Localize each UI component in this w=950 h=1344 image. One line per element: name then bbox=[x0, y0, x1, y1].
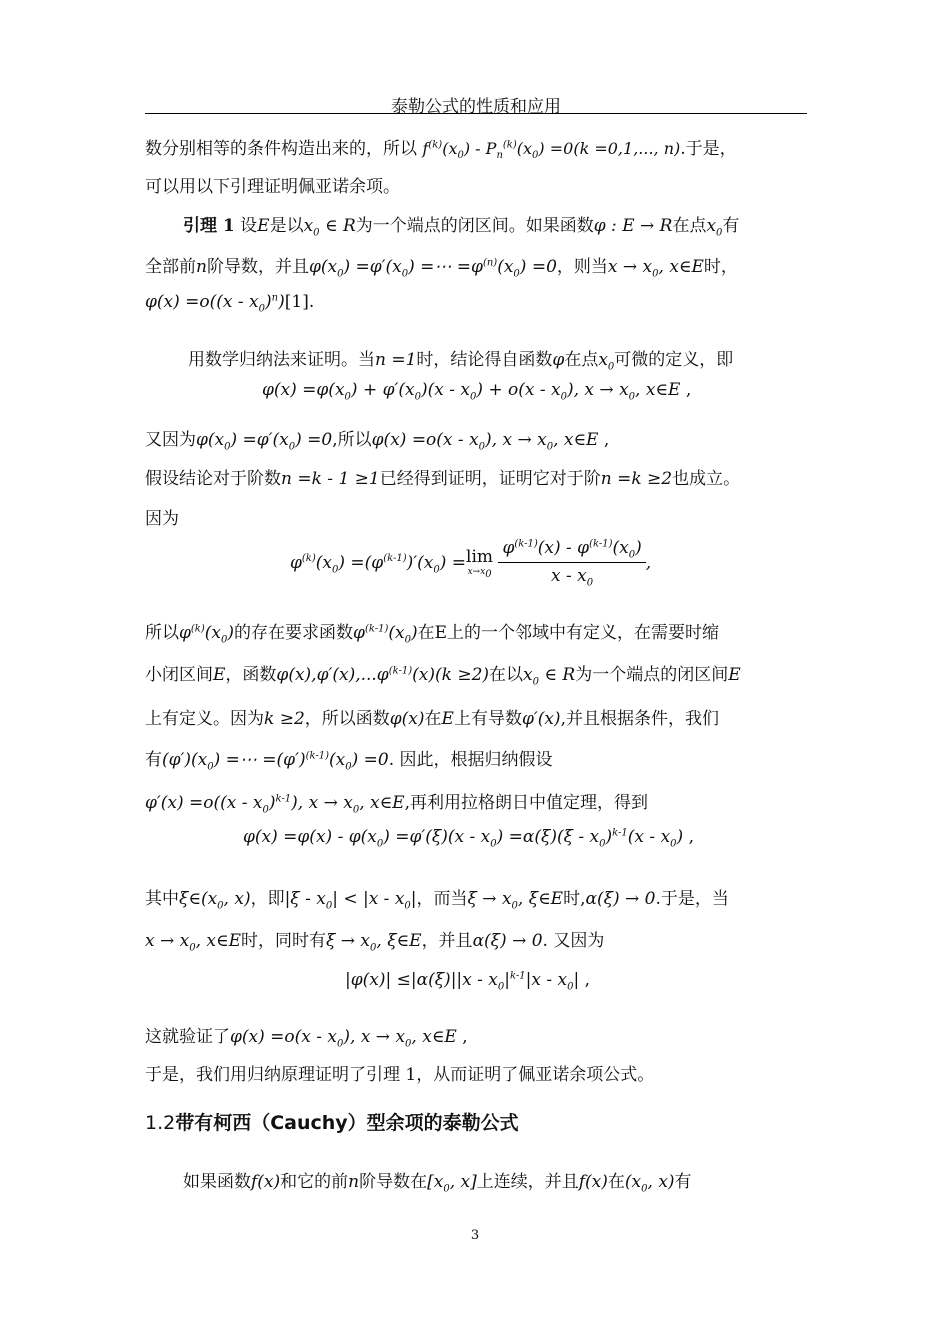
equation-inequality: $|\varphi(x)| \le|\alpha(\xi)||x - x_0|^{k-1}|x - x_0|$ , bbox=[345, 970, 591, 993]
proof-line-12: 这就验证了$\varphi(x) =o(x - x_0)$, $x \to x_0$, x∈E , bbox=[145, 1027, 468, 1050]
proof-line-3: 假设结论对于阶数n =k - 1 ≥1已经得到证明，证明它对于阶n =k ≥2也成立。 bbox=[145, 469, 741, 489]
lemma-statement-line-3: $\varphi(x) =o((x - x_0)^n)[1]$. bbox=[145, 292, 315, 315]
proof-line-4: 因为 bbox=[145, 509, 179, 529]
equation-mean-value: $\varphi(x) =\varphi(x) - \varphi(x_0) =\varphi'(\xi)(x - x_0) =\alpha(\xi)(\xi - x_0)^{k-1}(x - x_0)$ , bbox=[243, 827, 694, 850]
header-rule bbox=[145, 113, 807, 114]
text-line-cauchy-1: 如果函数f(x)和它的前n阶导数在[$x_0$, x]上连续，并且f(x)在($x_0$, x)有 bbox=[183, 1172, 692, 1195]
page-number: 3 bbox=[470, 1228, 480, 1243]
proof-line-8: 有$(\varphi')(x_0)$ =⋯ $=(\varphi')^{(k-1)}(x_0) =0$. 因此，根据归纳假设 bbox=[145, 750, 553, 773]
proof-line-7: 上有定义。因为k ≥2，所以函数φ(x)在E上有导数φ′(x),并且根据条件，我们 bbox=[145, 709, 719, 729]
equation-differential: $\varphi(x) =\varphi(x_0) + \varphi'(x_0)(x - x_0) + o(x - x_0)$, $x \to x_0$, x∈E , bbox=[262, 380, 692, 403]
text-line-1: 数分别相等的条件构造出来的，所以 $f^{(k)}(x_0) - P_n^{(k)}(x_0) =0(k =0,1$,..., n).于是， bbox=[145, 139, 737, 162]
proof-line-9: $\varphi'(x) =o((x - x_0)^{k-1})$, $x \to x_0$, x∈E,再利用拉格朗日中值定理，得到 bbox=[145, 793, 648, 816]
lemma-statement-line-2: 全部前n阶导数，并且$\varphi(x_0) =\varphi'(x_0)$ =⋯ $=\varphi^{(n)}(x_0) =0$，则当$x \to x_0$, x∈E时， bbox=[145, 257, 738, 280]
lemma-statement-line-1: 引理 1 设E是以$x_0$ ∈ R为一个端点的闭区间。如果函数φ : E → R在点$x_0$有 bbox=[183, 216, 740, 239]
proof-line-5: 所以$\varphi^{(k)}(x_0)$的存在要求函数$\varphi^{(k-1)}(x_0)$在E上的一个邻域中有定义，在需要时缩 bbox=[145, 623, 720, 646]
running-header: 泰勒公式的性质和应用 bbox=[391, 97, 561, 117]
proof-line-10: 其中$\xi\in(x_0$, x)，即$|\xi - x_0| < |x - x_0|$，而当$\xi \to x_0$, ξ∈E时,α(ξ) → 0.于是，当 bbox=[145, 889, 729, 912]
proof-line-11: $x \to x_0$, x∈E时，同时有$\xi \to x_0$, ξ∈E，并且α(ξ) → 0. 又因为 bbox=[145, 931, 605, 954]
proof-line-1: 用数学归纳法来证明。当n =1时，结论得自函数φ在点$x_0$可微的定义，即 bbox=[188, 350, 734, 373]
proof-line-2: 又因为$\varphi(x_0) =\varphi'(x_0) =0$,所以$\varphi(x) =o(x - x_0)$, $x \to x_0$, x∈E , bbox=[145, 430, 610, 453]
proof-line-13: 于是，我们用归纳原理证明了引理 1，从而证明了佩亚诺余项公式。 bbox=[145, 1065, 655, 1085]
proof-line-6: 小闭区间E，函数$\varphi(x),\varphi'(x),...\varphi^{(k-1)}(x)(k \ge 2)$在以$x_0$ ∈ R为一个端点的闭区间E bbox=[145, 665, 741, 688]
equation-limit: $\varphi^{(k)}(x_0) =(\varphi^{(k-1)})'(x_0)$ = lim $x\to x_0$ $\frac{\varphi^{(k-1)}(x) - \varphi^{(k-1)}(x_0)}{x - x_0}$ , bbox=[290, 538, 652, 589]
text-line-2: 可以用以下引理证明佩亚诺余项。 bbox=[145, 177, 400, 197]
section-heading: 1.2带有柯西（Cauchy）型余项的泰勒公式 bbox=[145, 1112, 519, 1134]
